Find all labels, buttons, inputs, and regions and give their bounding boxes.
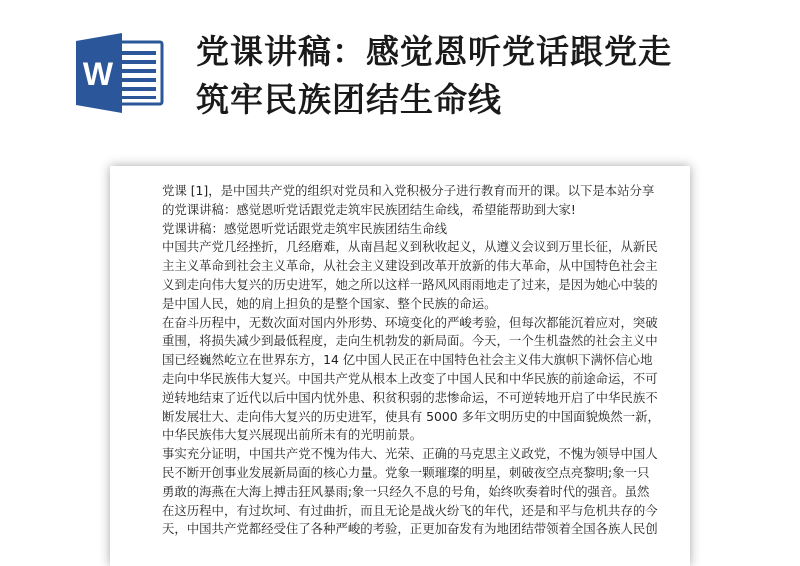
document-line: 走向中华民族伟大复兴。中国共产党从根本上改变了中国人民和中华民族的前途命运，不可 (162, 370, 658, 386)
document-line: 义到走向伟大复兴的历史进军，她之所以这样一路风风雨雨地走了过来，是因为她心中装的 (162, 276, 658, 292)
title-line: 筑牢民族团结生命线 (196, 80, 502, 119)
document-line: 党课讲稿：感觉恩听党话跟党走筑牢民族团结生命线 (162, 220, 447, 236)
document-line: 断发展壮大、走向伟大复兴的历史进军，使具有 5000 多年文明历史的中国面貌焕然一新， (162, 408, 660, 424)
word-icon-letter: W (82, 56, 114, 92)
document-line: 中国共产党几经挫折，几经磨难，从南昌起义到秋收起义，从遵义会议到万里长征，从新民 (162, 239, 658, 255)
title-line: 党课讲稿：感觉恩听党话跟党走 (196, 32, 672, 71)
document-page (110, 166, 690, 566)
document-body (162, 182, 660, 539)
page-title (196, 28, 776, 124)
document-line: 重围，将损失减少到最低程度，走向生机勃发的新局面。今天，一个生机盎然的社会主义中 (162, 333, 658, 349)
document-line: 党课 [1]，是中国共产党的组织对党员和入党积极分子进行教育而开的课。以下是本站分享 (162, 183, 655, 198)
document-line: 勇敢的海燕在大海上搏击狂风暴雨;象一只经久不息的号角，始终吹奏着时代的强音。虽然 (162, 483, 650, 499)
document-line: 的党课讲稿：感觉恩听党话跟党走筑牢民族团结生命线，希望能帮助到大家! (162, 201, 576, 217)
document-line: 逆转地结束了近代以后中国内忧外患、积贫积弱的悲惨命运，不可逆转地开启了中华民族不 (162, 389, 658, 405)
document-line: 天，中国共产党都经受住了各种严峻的考验，正更加奋发有为地团结带领着全国各族人民创 (162, 521, 658, 537)
word-icon (76, 33, 164, 113)
document-line: 事实充分证明，中国共产党不愧为伟大、光荣、正确的马克思主义政党，不愧为领导中国人 (162, 446, 658, 462)
document-line: 国已经巍然屹立在世界东方，14 亿中国人民正在中国特色社会主义伟大旗帜下满怀信心地 (162, 352, 653, 368)
document-line: 中华民族伟大复兴展现出前所未有的光明前景。 (162, 427, 423, 443)
document-line: 在奋斗历程中，无数次面对国内外形势、环境变化的严峻考验，但每次都能沉着应对，突破 (162, 314, 658, 330)
document-line: 主主义革命到社会主义革命，从社会主义建设到改革开放新的伟大革命，从中国特色社会主 (162, 258, 658, 274)
document-line: 在这历程中，有过坎坷、有过曲折，而且无论是战火纷飞的年代，还是和平与危机共存的今 (162, 502, 658, 518)
document-line: 是中国人民，她的肩上担负的是整个国家、整个民族的命运。 (162, 295, 497, 311)
document-line: 民不断开创事业发展新局面的核心力量。党象一颗璀璨的明星，刺破夜空点亮黎明;象一只 (162, 464, 650, 480)
